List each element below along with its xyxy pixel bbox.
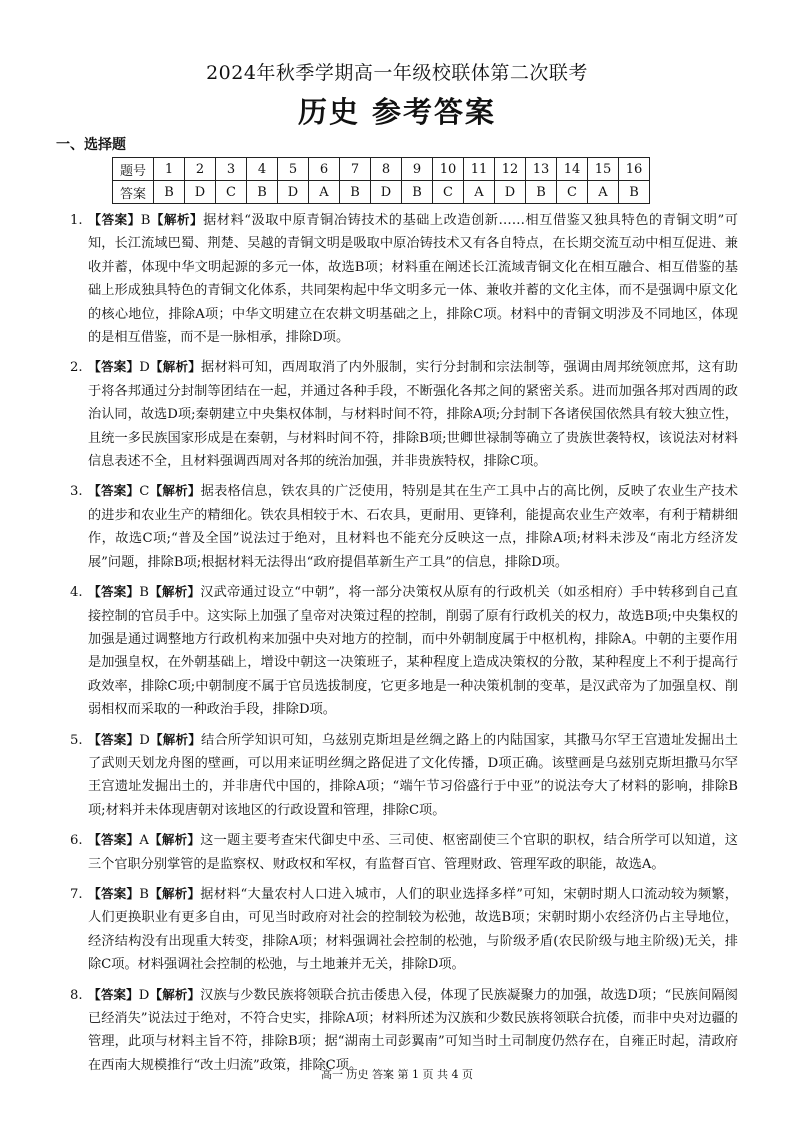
analysis-tag: 【解析】 [149, 483, 201, 499]
question-number: 10 [433, 158, 464, 181]
question-number: 16 [619, 158, 650, 181]
explanation-item [58, 479, 738, 574]
question-number: 2 [185, 158, 216, 181]
answer-tag: 【答案】 [88, 212, 141, 227]
row-label-answer: 答案 [113, 181, 154, 204]
answer-tag: 【答案】 [88, 359, 140, 375]
answer-cell: A [588, 181, 619, 204]
explanation-item [58, 882, 738, 977]
item-number: 5. [70, 732, 83, 748]
question-number: 12 [495, 158, 526, 181]
answer-tag: 【答案】 [88, 832, 140, 848]
answer-cell: C [216, 181, 247, 204]
item-number: 2. [70, 360, 83, 376]
analysis-tag: 【解析】 [149, 986, 201, 1002]
question-number: 7 [340, 158, 371, 181]
analysis-tag: 【解析】 [148, 584, 201, 600]
answer-cell: B [340, 181, 371, 204]
answer-cell: B [247, 181, 278, 204]
answer-cell: B [526, 181, 557, 204]
exam-subtitle: 2024年秋季学期高一年级校联体第二次联考 [206, 62, 588, 84]
item-number: 6. [70, 833, 83, 849]
answer-cell: D [495, 181, 526, 204]
answer-row [113, 181, 650, 204]
question-number: 11 [464, 158, 495, 181]
question-number: 13 [526, 158, 557, 181]
row-label-question: 题号 [113, 158, 154, 181]
explanation-item [58, 828, 738, 876]
answer-cell: B [619, 181, 650, 204]
question-number-row [113, 158, 650, 181]
answer-cell: D [371, 181, 402, 204]
answer-cell: A [464, 181, 495, 204]
answer-tag: 【答案】 [88, 731, 140, 747]
question-number: 3 [216, 158, 247, 181]
analysis-tag: 【解析】 [150, 212, 204, 227]
analysis-tag: 【解析】 [149, 731, 202, 747]
answer-cell: B [154, 181, 185, 204]
explanation-text: 据表格信息，铁农具的广泛使用，特别是其在生产工具中占的高比例，反映了农业生产技术的进步和农业生产的精细化。铁农具相较于木、石农具，更耐用、更锋利，能提高农业生产效率，有利于精耕细作，故选C项;“普及全国”说法过于绝对，且材料也不能充分反映这一点，排除A项;材料未涉及“南北方经济发展”问题，排除B项;根据材料无法得出“政府提倡革新生产工具”的信息，排除D项。 [88, 484, 738, 570]
answer-letter: B [139, 886, 149, 902]
answer-cell: B [402, 181, 433, 204]
answer-tag: 【答案】 [88, 986, 139, 1002]
question-number: 15 [588, 158, 619, 181]
answer-letter: D [138, 987, 150, 1003]
explanation-item [58, 728, 738, 823]
answer-table [112, 157, 650, 204]
item-number: 1. [70, 213, 83, 228]
question-number: 6 [309, 158, 340, 181]
explanation-item [58, 208, 738, 349]
answer-cell: C [557, 181, 588, 204]
explanation-text: 据材料“大量农村人口进入城市，人们的职业选择多样”可知，宋朝时期人口流动较为频繁，人们更换职业有更多自由，可见当时政府对社会的控制较为松弛，故选B项；宋朝时期小农经济仍占主导地位，经济结构没有出现重大转变，排除A项；材料强调社会控制的松弛，与阶级矛盾(农民阶级与地主阶级)无关，排除C项。材料强调社会控制的松弛，与土地兼并无关，排除D项。 [88, 886, 738, 973]
analysis-tag: 【解析】 [149, 359, 202, 375]
answer-letter: B [139, 585, 149, 601]
question-number: 9 [402, 158, 433, 181]
item-number: 4. [70, 585, 83, 601]
answer-tag: 【答案】 [88, 885, 140, 901]
page-title: 历史 参考答案 [297, 95, 497, 129]
item-number: 3. [70, 484, 83, 500]
section-heading: 一、选择题 [56, 137, 126, 153]
answer-letter: D [139, 360, 150, 376]
page-footer: 高一 历史 答案 第 1 页 共 4 页 [321, 1068, 473, 1081]
explanation-item [58, 580, 738, 721]
explanation-item [58, 355, 738, 473]
question-number: 5 [278, 158, 309, 181]
question-number: 14 [557, 158, 588, 181]
explanation-list [58, 208, 738, 1083]
explanation-text: 结合所学知识可知，乌兹别克斯坦是丝绸之路上的内陆国家，其撒马尔罕王宫遗址发掘出土了武则天划龙舟图的壁画，可以用来证明丝绸之路促进了文化传播，D项正确。该壁画是乌兹别克斯坦撒马尔罕王宫遗址发掘出土的，并非唐代中国的，排除A项；“端午节习俗盛行于中亚”的说法夸大了材料的影响，排除B项;材料并未体现唐朝对该地区的行政设置和管理，排除C项。 [88, 732, 738, 818]
answer-cell: D [185, 181, 216, 204]
answer-letter: D [139, 732, 150, 748]
answer-cell: C [433, 181, 464, 204]
analysis-tag: 【解析】 [148, 832, 201, 848]
answer-tag: 【答案】 [88, 483, 140, 499]
item-number: 8. [70, 987, 83, 1003]
analysis-tag: 【解析】 [148, 885, 201, 901]
question-number: 1 [154, 158, 185, 181]
answer-tag: 【答案】 [88, 584, 140, 600]
explanation-text: 汉族与少数民族将领联合抗击倭患入侵，体现了民族凝聚力的加强，故选D项；“民族间隔阂已经消失”说法过于绝对，不符合史实，排除A项；材料所述为汉族和少数民族将领联合抗倭，而非中央对边疆的管理，此项与材料主旨不符，排除B项；据“湖南土司彭翼南”可知当时土司制度仍然存在，自雍正时起，清政府在西南大规模推行“改土归流”政策，排除C项。 [88, 987, 738, 1073]
answer-cell: A [309, 181, 340, 204]
question-number: 4 [247, 158, 278, 181]
explanation-text: 据材料“汲取中原青铜冶铸技术的基础上改造创新……相互借鉴又独具特色的青铜文明”可知，长江流域巴蜀、荆楚、吴越的青铜文明是吸取中原冶铸技术又有各自特点，在长期交流互动中相互促进、兼收并蓄，体现中华文明起源的多元一体，故选B项；材料重在阐述长江流域青铜文化在相互融合、相互借鉴的基础上形成独具特色的青铜文化体系，共同架构起中华文明多元一体、兼收并蓄的文化主体，而不是强调中原文化的核心地位，排除A项；中华文明建立在农耕文明基础之上，排除C项。材料中的青铜文明涉及不同地区，体现的是相互借鉴，而不是一脉相承，排除D项。 [88, 213, 738, 346]
answer-letter: C [139, 484, 150, 500]
answer-letter: A [139, 833, 149, 849]
explanation-item [58, 983, 738, 1078]
answer-letter: B [140, 213, 151, 228]
answer-cell: D [278, 181, 309, 204]
explanation-text: 汉武帝通过设立“中朝”，将一部分决策权从原有的行政机关（如丞相府）手中转移到自己直接控制的官员手中。这实际上加强了皇帝对决策过程的控制，削弱了原有行政机关的权力，故选B项;中央集权的加强是通过调整地方行政机构来加强中央对地方的控制，而中外朝制度属于中枢机构，排除A。中朝的主要作用是加强皇权，在外朝基础上，增设中朝这一决策班子，某种程度上造成决策权的分散，某种程度上不利于提高行政效率，排除C项;中朝制度不属于官员选拔制度，它更多地是一种决策机制的变革，是汉武帝为了加强皇权、削弱相权而采取的一种政治手段，排除D项。 [88, 585, 738, 718]
item-number: 7. [70, 886, 83, 902]
explanation-text: 这一题主要考查宋代御史中丞、三司使、枢密副使三个官职的职权，结合所学可以知道，这三个官职分别掌管的是监察权、财政权和军权，有监督百官、管理财政、管理军政的职能，故选A。 [88, 833, 738, 872]
question-number: 8 [371, 158, 402, 181]
explanation-text: 据材料可知，西周取消了内外服制，实行分封制和宗法制等，强调由周邦统领庶邦，这有助于将各邦通过分封制等团结在一起，并通过各种手段，不断强化各邦之间的紧密关系。进而加强各邦对西周的政治认同，故选D项;秦朝建立中央集权体制，与材料时间不符，排除A项;分封制下各诸侯国依然具有较大独立性，且统一多民族国家形成是在秦朝，与材料时间不符，排除B项;世卿世禄制等确立了贵族世袭特权，该说法对材料信息表述不全，且材料强调西周对各邦的统治加强，并非贵族特权，排除C项。 [88, 360, 738, 470]
